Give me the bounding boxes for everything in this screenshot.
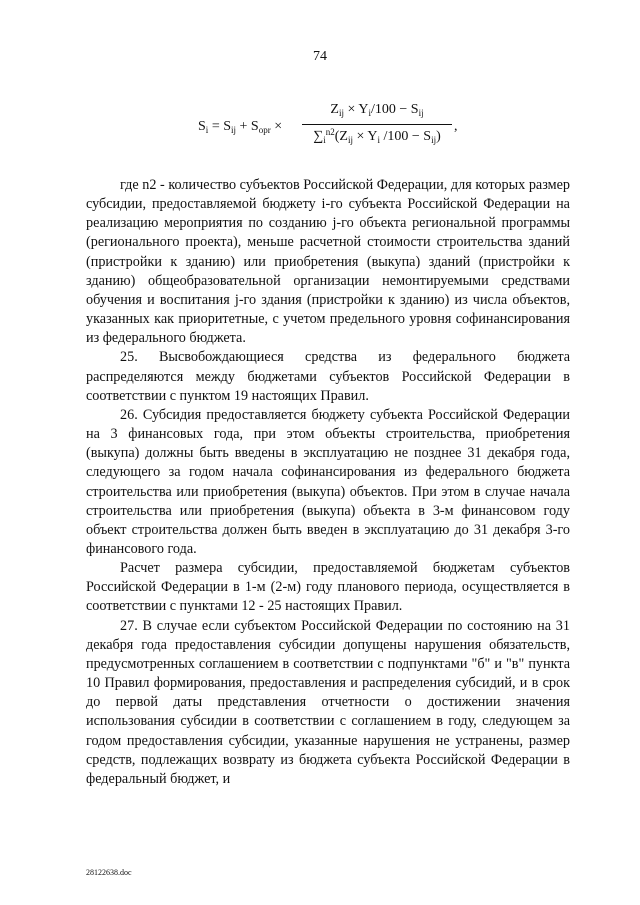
page-number: 74 xyxy=(313,49,327,64)
paragraph-27: 27. В случае если субъектом Российской Федерации по состоянию на 31 декабря года предоставления субсидии допущены нарушения обязательств, предусмотренных соглашением в соответствии с подпунктами "б" и "в" пункта 10 Правил формирования, предоставления и распределения субсидий, и в срок до первой даты представления отчетности о достижении значения использования субсидии в соответствии с соглашением в году, следующем за годом предоставления субсидии, указанные нарушения не устранены, размер средств, подлежащих возврату из бюджета субъекта Российской Федерации в федеральный бюджет, и xyxy=(86,617,570,787)
file-name-footer: 28122638.doc xyxy=(86,868,132,877)
paragraph-planning-period: Расчет размера субсидии, предоставляемой бюджетам субъектов Российской Федерации в 1-м (2-м) году планового периода, осуществляется в соответствии с пунктами 12 - 25 настоящих Правил. xyxy=(86,560,570,615)
paragraph-25: 25. Высвобождающиеся средства из федерального бюджета распределяются между бюджетами субъектов Российской Федерации в соответствии с пунктом 19 настоящих Правил. xyxy=(86,349,570,404)
paragraph-26: 26. Субсидия предоставляется бюджету субъекта Российской Федерации на 3 финансовых года, при этом объекты строительства, приобретения (выкупа) должны быть введены в эксплуатацию не позднее 31 декабря года, следующего за годом начала софинансирования из федерального бюджета строительства или приобретения (выкупа) объектов. При этом в случае начала строительства или приобретения (выкупа) объекта в 3-м финансовом году объект строительства должен быть введен в эксплуатацию до 31 декабря 3-го финансового года. xyxy=(86,406,570,557)
formula-comma: , xyxy=(454,119,458,134)
formula-lhs: $S_i = S_{ij} + S_{opr}$ × xyxy=(198,119,283,135)
fraction-bar xyxy=(302,124,452,125)
formula-denominator: $\sum_i^{n2}(Z_{ij} \times Y_i$ $/100 - S_{ij}$) xyxy=(313,127,441,145)
formula-numerator: $Z_{ij} \times Y_i/100 - S_{ij}$ xyxy=(330,102,424,118)
document-body xyxy=(86,176,570,789)
subsidy-formula xyxy=(198,102,458,160)
paragraph-definition: где n2 - количество субъектов Российской Федерации, для которых размер субсидии, предоставляемой бюджету i-го субъекта Российской Федерации на реализацию мероприятия по созданию j-го объекта региональной программы (регионального проекта), меньше расчетной стоимости строительства зданий (пристройки к зданию) или приобретения (выкупа) зданий (пристройки к зданию) общеобразовательной организации немонтируемыми средствами обучения и воспитания j-го здания (пристройки к зданию) из числа объектов, указанных как приоритетные, с учетом предельного уровня софинансирования из федерального бюджета. xyxy=(86,177,570,347)
